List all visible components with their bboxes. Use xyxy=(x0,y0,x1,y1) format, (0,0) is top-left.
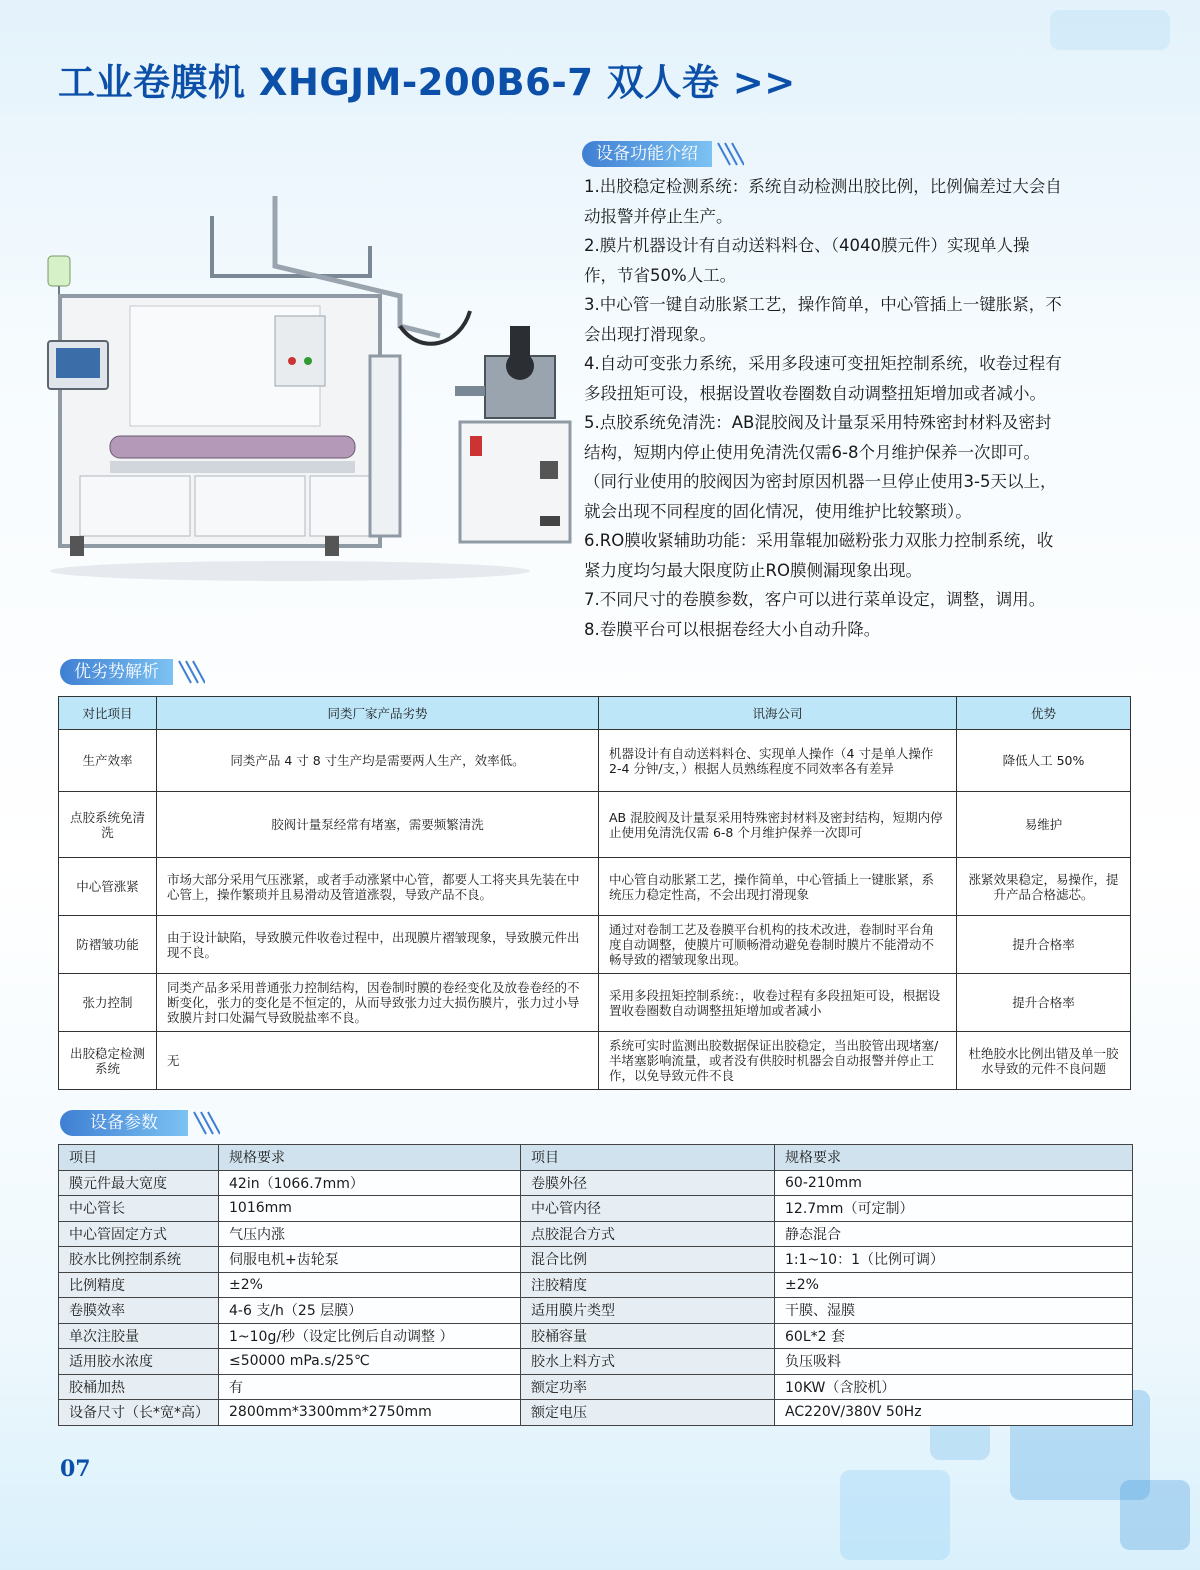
cell-ours: 中心管自动胀紧工艺，操作简单，中心管插上一键胀紧，系统压力稳定性高，不会出现打滑现象 xyxy=(599,858,957,916)
cell-competitor: 胶阀计量泵经常有堵塞，需要频繁清洗 xyxy=(157,792,599,858)
feature-line: 7.不同尺寸的卷膜参数，客户可以进行菜单设定，调整，调用。 xyxy=(584,590,1046,609)
feature-line: （同行业使用的胶阀因为密封原因机器一旦停止使用3-5天以上， xyxy=(584,472,1057,491)
param-value: 1:1~10：1（比例可调） xyxy=(775,1247,1133,1273)
cell-item: 点胶系统免清洗 xyxy=(59,792,157,858)
table-row xyxy=(59,1221,1133,1247)
section-tag-features xyxy=(582,141,744,167)
table-row xyxy=(59,1272,1133,1298)
cell-item: 防褶皱功能 xyxy=(59,916,157,974)
decor-square xyxy=(840,1470,950,1560)
cell-ours: 系统可实时监测出胶数据保证出胶稳定，当出胶管出现堵塞/半堵塞影响流量，或者没有供胶时机器会自动报警并停止工作，以免导致元件不良 xyxy=(599,1032,957,1090)
feature-line: 多段扭矩可设，根据设置收卷圈数自动调整扭矩增加或者减小。 xyxy=(584,383,1046,403)
cell-competitor: 同类产品 4 寸 8 寸生产均是需要两人生产，效率低。 xyxy=(157,730,599,792)
param-name: 胶桶容量 xyxy=(521,1323,775,1349)
param-name: 单次注胶量 xyxy=(59,1323,219,1349)
param-value: 4-6 支/h（25 层膜） xyxy=(219,1298,521,1324)
table-row xyxy=(59,974,1131,1032)
cell-advantage: 杜绝胶水比例出错及单一胶水导致的元件不良问题 xyxy=(957,1032,1131,1090)
table-row xyxy=(59,1247,1133,1273)
cell-competitor: 市场大部分采用气压涨紧，或者手动涨紧中心管，都要人工将夹具先装在中心管上，操作繁琐并且易滑动及管道涨裂，导致产品不良。 xyxy=(157,858,599,916)
param-name: 额定电压 xyxy=(521,1400,775,1426)
param-name: 设备尺寸（长*宽*高） xyxy=(59,1400,219,1426)
table-header-row xyxy=(59,1145,1133,1171)
param-name: 卷膜效率 xyxy=(59,1298,219,1324)
feature-line: 作，节省50%人工。 xyxy=(584,265,737,285)
page-number: 07 xyxy=(60,1456,91,1482)
feature-line: 3.中心管一键自动胀紧工艺，操作简单，中心管插上一键胀紧，不 xyxy=(584,295,1062,314)
param-name: 混合比例 xyxy=(521,1247,775,1273)
feature-line: 结构，短期内停止使用免清洗仅需6-8个月维护保养一次即可。 xyxy=(584,442,1040,462)
decor-square xyxy=(1120,1480,1190,1550)
feature-line: 动报警并停止生产。 xyxy=(584,206,733,226)
param-value: ±2% xyxy=(219,1272,521,1298)
column-header: 项目 xyxy=(521,1145,775,1171)
section-tag-advantages xyxy=(60,659,205,685)
section-tag-label: 优劣势解析 xyxy=(60,659,173,685)
param-name: 胶桶加热 xyxy=(59,1374,219,1400)
param-value: 42in（1066.7mm） xyxy=(219,1170,521,1196)
param-value: 12.7mm（可定制） xyxy=(775,1196,1133,1222)
table-row xyxy=(59,916,1131,974)
param-value: AC220V/380V 50Hz xyxy=(775,1400,1133,1426)
feature-line: 8.卷膜平台可以根据卷经大小自动升降。 xyxy=(584,619,881,639)
param-value: 1~10g/秒（设定比例后自动调整 ） xyxy=(219,1323,521,1349)
param-name: 胶水上料方式 xyxy=(521,1349,775,1375)
column-header: 项目 xyxy=(59,1145,219,1171)
param-name: 卷膜外径 xyxy=(521,1170,775,1196)
feature-list xyxy=(584,172,1144,644)
cell-item: 张力控制 xyxy=(59,974,157,1032)
feature-line: 6.RO膜收紧辅助功能：采用靠辊加磁粉张力双胀力控制系统，收 xyxy=(584,531,1054,550)
page-title: 工业卷膜机 XHGJM-200B6-7 双人卷 >> xyxy=(58,61,796,104)
param-value: 负压吸料 xyxy=(775,1349,1133,1375)
table-row xyxy=(59,1323,1133,1349)
table-row xyxy=(59,1298,1133,1324)
param-value: 伺服电机+齿轮泵 xyxy=(219,1247,521,1273)
param-name: 适用膜片类型 xyxy=(521,1298,775,1324)
cell-advantage: 涨紧效果稳定，易操作，提升产品合格滤芯。 xyxy=(957,858,1131,916)
table-row xyxy=(59,1032,1131,1090)
cell-competitor: 无 xyxy=(157,1032,599,1090)
column-header: 优势 xyxy=(957,697,1131,730)
param-name: 中心管长 xyxy=(59,1196,219,1222)
feature-line: 会出现打滑现象。 xyxy=(584,324,716,344)
param-value: 2800mm*3300mm*2750mm xyxy=(219,1400,521,1426)
param-value: 60L*2 套 xyxy=(775,1323,1133,1349)
cell-advantage: 降低人工 50% xyxy=(957,730,1131,792)
table-row xyxy=(59,1374,1133,1400)
column-header: 规格要求 xyxy=(775,1145,1133,1171)
cell-competitor: 由于设计缺陷，导致膜元件收卷过程中，出现膜片褶皱现象，导致膜元件出现不良。 xyxy=(157,916,599,974)
table-row xyxy=(59,792,1131,858)
cell-advantage: 提升合格率 xyxy=(957,916,1131,974)
param-value: 有 xyxy=(219,1374,521,1400)
cell-competitor: 同类产品多采用普通张力控制结构，因卷制时膜的卷经变化及放卷卷经的不断变化，张力的变化是不恒定的，从而导致张力过大损伤膜片，张力过小导致膜片封口处漏气导致脱盐率不良。 xyxy=(157,974,599,1032)
cell-ours: 机器设计有自动送料料仓、实现单人操作（4 寸是单人操作 2-4 分钟/支，）根据人员熟练程度不同效率各有差异 xyxy=(599,730,957,792)
feature-line: 1.出胶稳定检测系统：系统自动检测出胶比例，比例偏差过大会自 xyxy=(584,177,1062,196)
column-header: 讯海公司 xyxy=(599,697,957,730)
cell-item: 中心管涨紧 xyxy=(59,858,157,916)
column-header: 规格要求 xyxy=(219,1145,521,1171)
feature-line: 5.点胶系统免清洗：AB混胶阀及计量泵采用特殊密封材料及密封 xyxy=(584,413,1052,432)
cell-ours: 通过对卷制工艺及卷膜平台机构的技术改进，卷制时平台角度自动调整，使膜片可顺畅滑动避免卷制时膜片不能滑动不畅导致的褶皱现象出现。 xyxy=(599,916,957,974)
param-name: 注胶精度 xyxy=(521,1272,775,1298)
param-name: 胶水比例控制系统 xyxy=(59,1247,219,1273)
param-name: 比例精度 xyxy=(59,1272,219,1298)
cell-advantage: 提升合格率 xyxy=(957,974,1131,1032)
param-value: 10KW（含胶机） xyxy=(775,1374,1133,1400)
cell-advantage: 易维护 xyxy=(957,792,1131,858)
feature-line: 2.膜片机器设计有自动送料料仓、（4040膜元件）实现单人操 xyxy=(584,236,1030,255)
slash-decoration-icon xyxy=(192,1110,220,1136)
feature-line: 紧力度均匀最大限度防止RO膜侧漏现象出现。 xyxy=(584,560,922,580)
section-tag-params xyxy=(60,1110,220,1136)
table-header-row xyxy=(59,697,1131,730)
machine-photo xyxy=(40,186,576,586)
table-row xyxy=(59,1170,1133,1196)
param-name: 膜元件最大宽度 xyxy=(59,1170,219,1196)
advantages-table xyxy=(58,696,1131,1090)
cell-item: 生产效率 xyxy=(59,730,157,792)
cell-ours: 采用多段扭矩控制系统：，收卷过程有多段扭矩可设，根据设置收卷圈数自动调整扭矩增加或者减小 xyxy=(599,974,957,1032)
section-tag-label: 设备参数 xyxy=(60,1110,188,1136)
slash-decoration-icon xyxy=(716,141,744,167)
param-name: 中心管内径 xyxy=(521,1196,775,1222)
param-value: 60-210mm xyxy=(775,1170,1133,1196)
table-row xyxy=(59,1196,1133,1222)
decor-square xyxy=(1050,10,1170,50)
section-tag-label: 设备功能介绍 xyxy=(582,141,712,167)
table-row xyxy=(59,1349,1133,1375)
feature-line: 就会出现不同程度的固化情况，使用维护比较繁琐）。 xyxy=(584,501,972,521)
param-name: 适用胶水浓度 xyxy=(59,1349,219,1375)
column-header: 对比项目 xyxy=(59,697,157,730)
param-value: 气压内涨 xyxy=(219,1221,521,1247)
param-value: ±2% xyxy=(775,1272,1133,1298)
param-value: 1016mm xyxy=(219,1196,521,1222)
slash-decoration-icon xyxy=(177,659,205,685)
param-value: 干膜、湿膜 xyxy=(775,1298,1133,1324)
param-value: 静态混合 xyxy=(775,1221,1133,1247)
param-value: ≤50000 mPa.s/25℃ xyxy=(219,1349,521,1375)
column-header: 同类厂家产品劣势 xyxy=(157,697,599,730)
table-row xyxy=(59,858,1131,916)
parameters-table xyxy=(58,1144,1133,1426)
table-row xyxy=(59,1400,1133,1426)
cell-ours: AB 混胶阀及计量泵采用特殊密封材料及密封结构，短期内停止使用免清洗仅需 6-8 个月维护保养一次即可 xyxy=(599,792,957,858)
param-name: 中心管固定方式 xyxy=(59,1221,219,1247)
feature-line: 4.自动可变张力系统，采用多段速可变扭矩控制系统，收卷过程有 xyxy=(584,354,1062,373)
table-row xyxy=(59,730,1131,792)
param-name: 点胶混合方式 xyxy=(521,1221,775,1247)
cell-item: 出胶稳定检测系统 xyxy=(59,1032,157,1090)
param-name: 额定功率 xyxy=(521,1374,775,1400)
